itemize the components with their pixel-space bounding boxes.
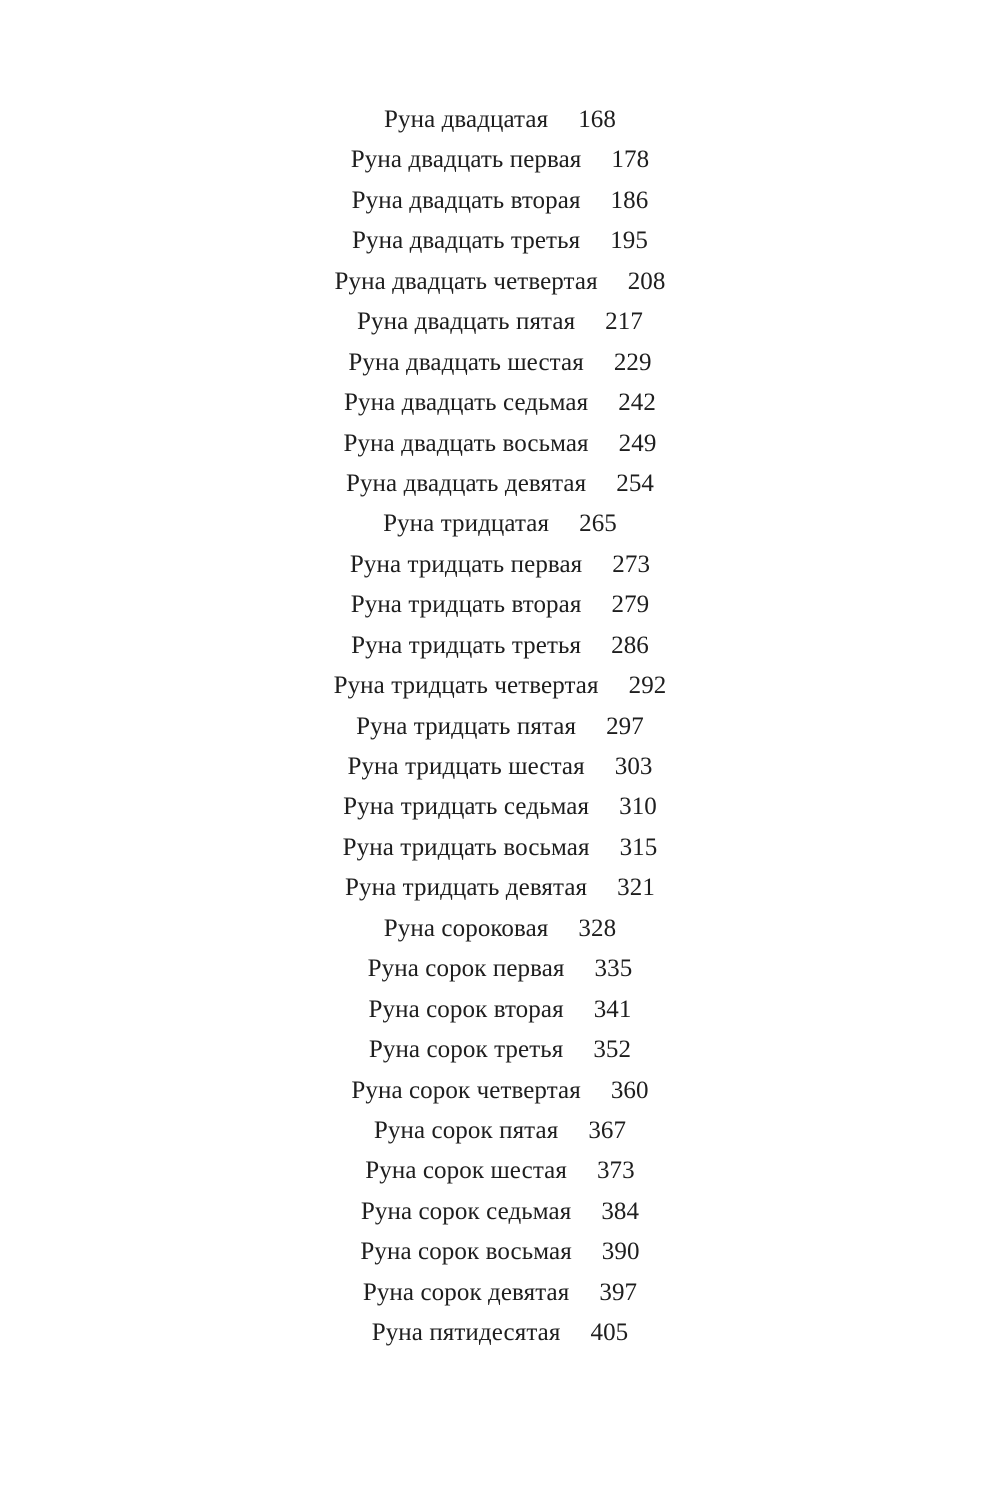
toc-entry-page: 384 xyxy=(601,1197,640,1225)
toc-entry-title: Руна тридцать первая xyxy=(349,550,583,578)
toc-entry xyxy=(0,1071,1000,1111)
toc-entry-page: 168 xyxy=(578,106,616,133)
toc-entry xyxy=(0,747,1000,787)
toc-entry-page: 315 xyxy=(619,833,658,861)
toc-entry-page: 217 xyxy=(605,308,643,336)
toc-entry-page: 390 xyxy=(601,1238,640,1266)
toc-entry-page: 242 xyxy=(618,389,656,417)
toc-entry-title: Руна двадцать вторая xyxy=(351,186,581,214)
toc-entry xyxy=(0,1273,1000,1313)
toc-entry-page: 310 xyxy=(619,793,657,821)
table-of-contents xyxy=(0,100,1000,1354)
toc-entry xyxy=(0,262,1000,302)
toc-entry xyxy=(0,1313,1000,1353)
toc-entry-title: Руна сорок вторая xyxy=(368,995,564,1023)
toc-entry-title: Руна сорок восьмая xyxy=(360,1238,572,1266)
toc-entry xyxy=(0,990,1000,1030)
toc-entry xyxy=(0,787,1000,827)
toc-entry-title: Руна сорок шестая xyxy=(365,1157,567,1185)
toc-entry-page: 195 xyxy=(610,227,648,255)
toc-entry-page: 405 xyxy=(590,1319,629,1347)
toc-entry xyxy=(0,504,1000,544)
toc-entry-page: 273 xyxy=(612,550,651,578)
toc-entry-page: 352 xyxy=(593,1036,632,1064)
toc-entry-page: 186 xyxy=(610,186,649,214)
toc-entry-title: Руна тридцатая xyxy=(383,510,550,538)
toc-entry-title: Руна тридцать пятая xyxy=(356,712,577,740)
toc-entry-page: 360 xyxy=(610,1076,649,1104)
toc-entry xyxy=(0,424,1000,464)
toc-entry-title: Руна двадцать четвертая xyxy=(334,267,598,295)
toc-entry-title: Руна двадцать шестая xyxy=(348,348,584,376)
toc-entry-page: 178 xyxy=(611,146,650,174)
toc-entry-page: 292 xyxy=(628,672,667,700)
toc-entry-page: 249 xyxy=(618,429,657,457)
toc-entry-title: Руна двадцатая xyxy=(383,106,549,133)
toc-entry-page: 303 xyxy=(614,753,653,780)
toc-entry xyxy=(0,828,1000,868)
toc-entry xyxy=(0,545,1000,585)
toc-entry-page: 335 xyxy=(594,955,633,983)
toc-entry-page: 341 xyxy=(593,995,632,1023)
toc-entry xyxy=(0,383,1000,423)
toc-entry xyxy=(0,868,1000,908)
toc-entry-page: 265 xyxy=(579,510,617,538)
toc-entry xyxy=(0,1232,1000,1272)
toc-entry-page: 286 xyxy=(611,631,649,659)
toc-entry xyxy=(0,585,1000,625)
toc-entry-page: 297 xyxy=(606,712,644,740)
toc-entry-title: Руна сорок четвертая xyxy=(351,1076,581,1104)
toc-entry xyxy=(0,909,1000,949)
toc-entry-page: 397 xyxy=(599,1278,638,1306)
toc-entry-title: Руна двадцать первая xyxy=(350,146,582,174)
toc-entry-title: Руна сороковая xyxy=(383,914,549,942)
toc-entry-title: Руна тридцать седьмая xyxy=(343,793,590,821)
toc-entry-title: Руна пятидесятая xyxy=(371,1319,561,1347)
toc-entry-page: 321 xyxy=(617,874,655,902)
toc-entry-title: Руна двадцать девятая xyxy=(345,469,587,497)
toc-entry-title: Руна сорок пятая xyxy=(373,1116,559,1144)
toc-entry-page: 373 xyxy=(596,1157,635,1185)
toc-entry xyxy=(0,1192,1000,1232)
toc-entry-page: 254 xyxy=(616,469,655,497)
toc-entry xyxy=(0,1111,1000,1151)
toc-entry-title: Руна тридцать девятая xyxy=(345,874,588,902)
toc-entry-title: Руна сорок третья xyxy=(368,1036,564,1064)
toc-entry-title: Руна тридцать третья xyxy=(351,631,582,659)
toc-entry xyxy=(0,181,1000,221)
toc-entry-page: 229 xyxy=(613,348,652,376)
toc-entry xyxy=(0,707,1000,747)
toc-entry-title: Руна двадцать пятая xyxy=(357,308,576,336)
toc-entry-title: Руна двадцать восьмая xyxy=(343,429,589,457)
toc-entry-page: 208 xyxy=(627,267,666,295)
toc-entry xyxy=(0,221,1000,261)
toc-entry-title: Руна двадцать третья xyxy=(351,227,581,255)
toc-entry-title: Руна тридцать восьмая xyxy=(342,833,590,861)
toc-entry-title: Руна тридцать вторая xyxy=(350,591,582,619)
toc-entry xyxy=(0,343,1000,383)
toc-entry xyxy=(0,140,1000,180)
toc-entry xyxy=(0,949,1000,989)
toc-entry xyxy=(0,1030,1000,1070)
toc-entry-title: Руна двадцать седьмая xyxy=(344,389,589,417)
toc-entry xyxy=(0,302,1000,342)
toc-entry-title: Руна тридцать четвертая xyxy=(333,672,599,700)
toc-entry-title: Руна тридцать шестая xyxy=(347,753,585,780)
toc-entry-page: 328 xyxy=(578,914,617,942)
toc-entry-title: Руна сорок седьмая xyxy=(360,1197,572,1225)
toc-entry-title: Руна сорок первая xyxy=(367,955,565,983)
toc-entry-title: Руна сорок девятая xyxy=(362,1278,570,1306)
toc-entry-page: 279 xyxy=(611,591,650,619)
toc-entry xyxy=(0,666,1000,706)
toc-entry xyxy=(0,464,1000,504)
toc-entry xyxy=(0,626,1000,666)
toc-entry xyxy=(0,1151,1000,1191)
toc-entry xyxy=(0,100,1000,140)
toc-entry-page: 367 xyxy=(588,1116,627,1144)
